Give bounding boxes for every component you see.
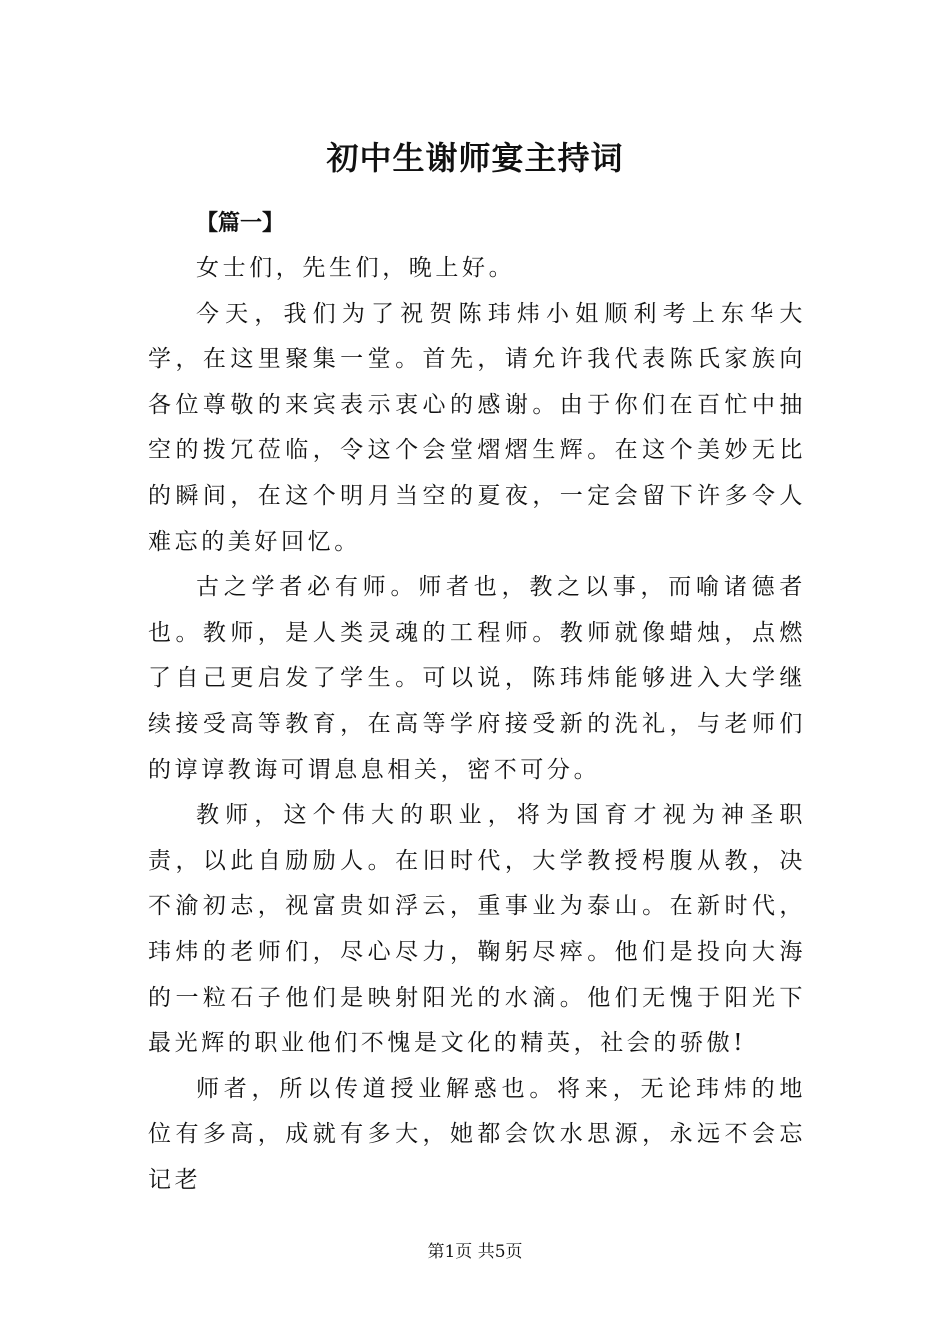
document-body (148, 246, 806, 1203)
page-footer: 第1页 共5页 (427, 1242, 523, 1262)
paragraph-welcome: 今天，我们为了祝贺陈玮炜小姐顺利考上东华大学，在这里聚集一堂。首先，请允许我代表陈氏家族向各位尊敬的来宾表示衷心的感谢。由于你们在百忙中抽空的拨冗莅临，令这个会堂熠熠生辉。在这个美妙无比的瞬间，在这个明月当空的夏夜，一定会留下许多令人难忘的美好回忆。 (148, 300, 806, 555)
paragraph-gratitude: 师者，所以传道授业解惑也。将来，无论玮炜的地位有多高，成就有多大，她都会饮水思源，永远不会忘记老 (148, 1075, 806, 1193)
document-title: 初中生谢师宴主持词 (326, 139, 624, 177)
paragraph-teachers: 古之学者必有师。师者也，教之以事，而喻诸德者也。教师，是人类灵魂的工程师。教师就像蜡烛，点燃了自己更启发了学生。可以说，陈玮炜能够进入大学继续接受高等教育，在高等学府接受新的洗礼，与老师们的谆谆教诲可谓息息相关，密不可分。 (148, 574, 806, 783)
paragraph-profession: 教师，这个伟大的职业，将为国育才视为神圣职责，以此自励励人。在旧时代，大学教授枵腹从教，决不渝初志，视富贵如浮云，重事业为泰山。在新时代，玮炜的老师们，尽心尽力，鞠躬尽瘁。他们是投向大海的一粒石子他们是映射阳光的水滴。他们无愧于阳光下最光辉的职业他们不愧是文化的精英，社会的骄傲! (148, 802, 806, 1057)
paragraph-greeting: 女士们，先生们，晚上好。 (196, 255, 516, 281)
section-label: 【篇一】 (196, 210, 285, 236)
